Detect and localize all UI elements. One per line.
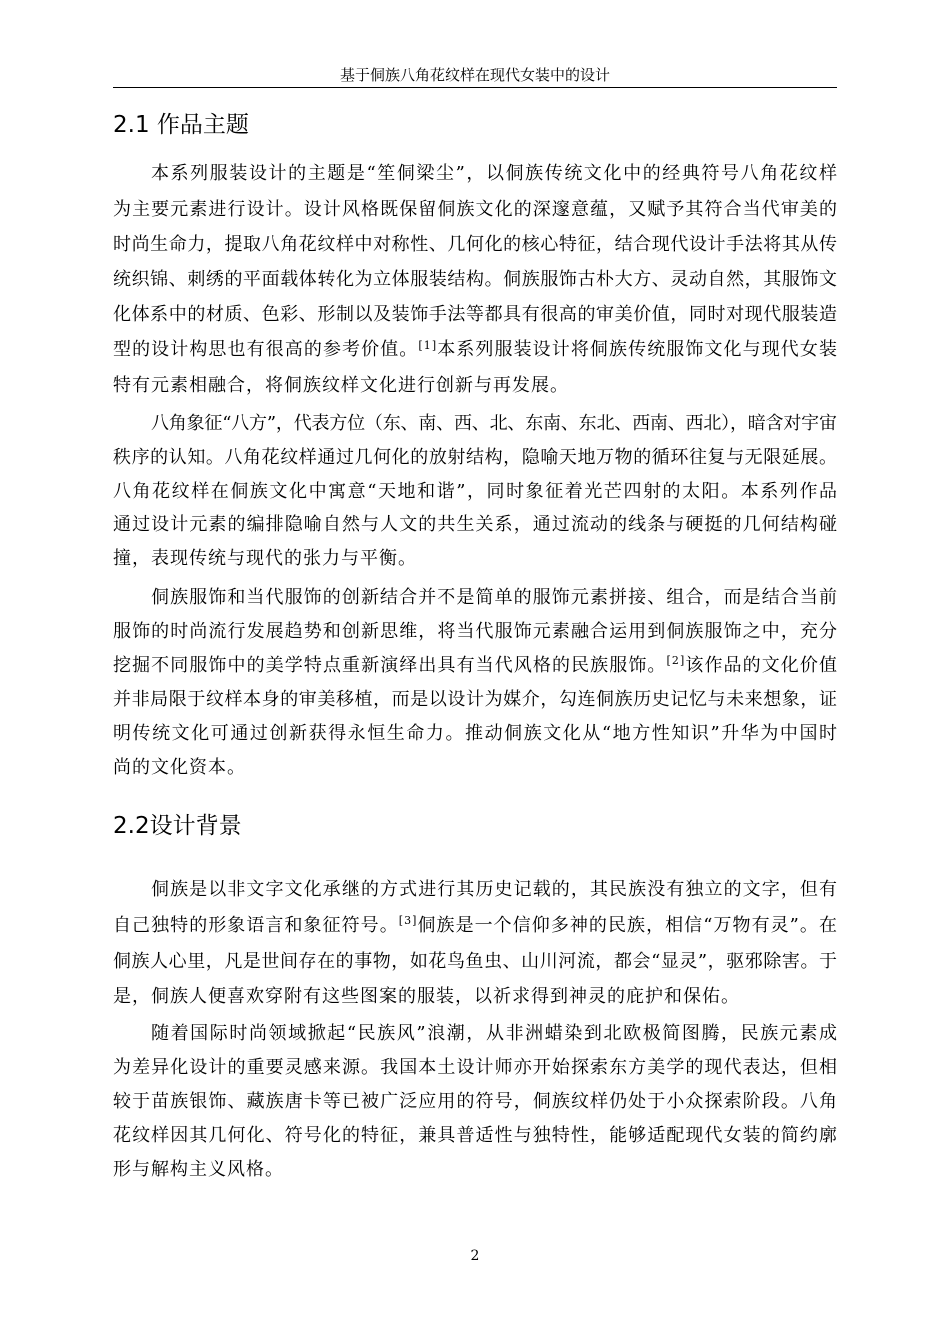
text-line: 侗族是以非文字文化承继的方式进行其历史记载的，其民族没有独立的文字，但有 — [151, 879, 839, 901]
text-segment: 型的设计构思也有很高的参考价值。 — [113, 339, 419, 361]
text-line — [113, 332, 837, 367]
text-line: 明传统文化可通过创新获得永恒生命力。推动侗族文化从“地方性知识”升华为中国时 — [113, 723, 839, 744]
text-segment: 自己独特的形象语言和象征符号。 — [113, 914, 399, 936]
text-line: 特有元素相融合，将侗族纹样文化进行创新与再发展。 — [113, 374, 569, 396]
text-line — [113, 908, 837, 944]
text-line: 秩序的认知。八角花纹样通过几何化的放射结构，隐喻天地万物的循环往复与无限延展。 — [113, 446, 838, 468]
text-segment: 侗族是一个信仰多神的民族，相信“万物有灵”。在 — [417, 914, 839, 936]
text-line: 尚的文化资本。 — [113, 757, 246, 778]
paragraph — [113, 872, 837, 1015]
text-line: 服饰的时尚流行发展趋势和创新思维，将当代服饰元素融合运用到侗族服饰之中，充分 — [113, 621, 839, 642]
paragraph — [113, 156, 837, 402]
text-line: 侗族服饰和当代服饰的创新结合并不是简单的服饰元素拼接、组合，而是结合当前 — [151, 587, 839, 608]
text-segment: 该作品的文化价值 — [685, 655, 839, 676]
text-line: 化体系中的材质、色彩、形制以及装饰手法等都具有很高的审美价值，同时对现代服装造 — [113, 304, 838, 326]
citation-marker: [3] — [398, 914, 418, 928]
section-heading: 2.1 作品主题 — [113, 112, 249, 138]
text-line: 较于苗族银饰、藏族唐卡等已被广泛应用的符号，侗族纹样仍处于小众探索阶段。八角 — [113, 1091, 839, 1112]
text-line: 花纹样因其几何化、符号化的特征，兼具普适性与独特性，能够适配现代女装的简约廓 — [113, 1125, 839, 1146]
header-rule — [113, 87, 837, 88]
text-line: 侗族人心里，凡是世间存在的事物，如花鸟鱼虫、山川河流，都会“显灵”，驱邪除害。于 — [113, 950, 838, 972]
text-segment: 挖掘不同服饰中的美学特点重新演绎出具有当代风格的民族服饰。 — [113, 655, 667, 676]
citation-marker: [2] — [666, 654, 686, 668]
text-segment: 本系列服装设计将侗族传统服饰文化与现代女装 — [437, 339, 839, 361]
text-line: 形与解构主义风格。 — [113, 1159, 284, 1180]
text-line: 统织锦、刺绣的平面载体转化为立体服装结构。侗族服饰古朴大方、灵动自然，其服饰文 — [113, 268, 838, 290]
text-line: 八角象征“八方”，代表方位（东、南、西、北、东南、东北、西南、西北），暗含对宇宙 — [151, 413, 837, 435]
text-line: 八角花纹样在侗族文化中寓意“天地和谐”，同时象征着光芒四射的太阳。本系列作品 — [113, 480, 839, 502]
text-line: 撞，表现传统与现代的张力与平衡。 — [113, 548, 417, 570]
text-line: 通过设计元素的编排隐喻自然与人文的共生关系，通过流动的线条与硬挺的几何结构碰 — [113, 514, 839, 536]
citation-marker: [1] — [418, 338, 438, 352]
paragraph — [113, 581, 837, 785]
text-line: 时尚生命力，提取八角花纹样中对称性、几何化的核心特征，结合现代设计手法将其从传 — [113, 233, 838, 255]
text-line: 本系列服装设计的主题是“笙侗梁尘”，以侗族传统文化中的经典符号八角花纹样 — [151, 163, 839, 185]
text-line: 为差异化设计的重要灵感来源。我国本土设计师亦开始探索东方美学的现代表达，但相 — [113, 1057, 839, 1078]
page-number: 2 — [470, 1248, 480, 1264]
text-line: 为主要元素进行设计。设计风格既保留侗族文化的深邃意蕴，又赋予其符合当代审美的 — [113, 198, 839, 220]
text-line: 随着国际时尚领域掀起“民族风”浪潮，从非洲蜡染到北欧极简图腾，民族元素成 — [151, 1023, 839, 1044]
text-line: 并非局限于纹样本身的审美移植，而是以设计为媒介，勾连侗族历史记忆与未来想象，证 — [113, 689, 838, 710]
running-title: 基于侗族八角花纹样在现代女装中的设计 — [339, 66, 610, 84]
text-line: 是，侗族人便喜欢穿附有这些图案的服装，以祈求得到神灵的庇护和保佑。 — [113, 986, 740, 1008]
section-heading: 2.2设计背景 — [113, 813, 242, 839]
paragraph — [113, 407, 837, 576]
text-line — [113, 649, 837, 683]
paragraph — [113, 1017, 837, 1187]
